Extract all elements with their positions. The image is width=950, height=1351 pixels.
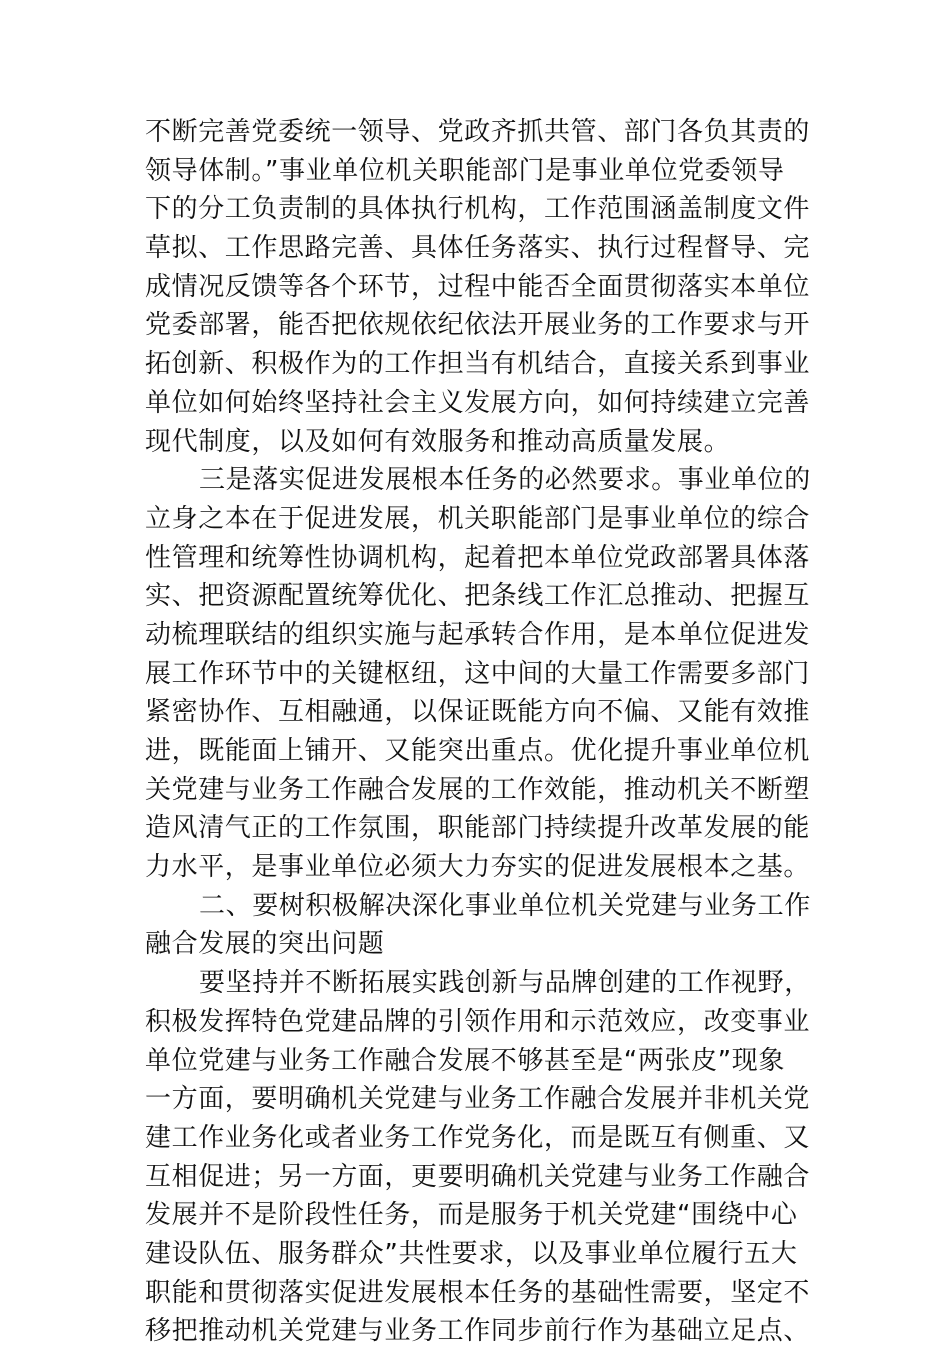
text-line: 发展并不是阶段性任务，而是服务于机关党建“围绕中心: [145, 1200, 798, 1231]
text-line: 不断完善党委统一领导、党政齐抓共管、部门各负其责的: [145, 117, 811, 147]
paragraph-first-line: 要坚持并不断拓展实践创新与品牌创建的工作视野，: [199, 968, 811, 999]
text-line: 性管理和统筹性协调机构，起着把本单位党政部署具体落: [145, 542, 811, 573]
text-line: 造风清气正的工作氛围，职能部门持续提升改革发展的能: [145, 813, 811, 844]
text-line: 紧密协作、互相融通，以保证既能方向不偏、又能有效推: [145, 697, 811, 728]
text-line: 一方面，要明确机关党建与业务工作融合发展并非机关党: [145, 1084, 811, 1115]
text-line: 动梳理联结的组织实施与起承转合作用，是本单位促进发: [145, 619, 811, 650]
text-line: 单位党建与业务工作融合发展不够甚至是“两张皮”现象: [145, 1045, 785, 1076]
text-line: 领导体制。”事业单位机关职能部门是事业单位党委领导: [145, 155, 785, 186]
text-line: 成情况反馈等各个环节，过程中能否全面贯彻落实本单位: [145, 271, 811, 302]
text-line: 拓创新、积极作为的工作担当有机结合，直接关系到事业: [145, 349, 811, 380]
text-line: 单位如何始终坚持社会主义发展方向，如何持续建立完善: [145, 387, 811, 418]
text-line: 互相促进；另一方面，更要明确机关党建与业务工作融合: [145, 1161, 811, 1192]
text-line: 现代制度，以及如何有效服务和推动高质量发展。: [145, 426, 731, 457]
text-line: 立身之本在于促进发展，机关职能部门是事业单位的综合: [145, 503, 811, 534]
text-line: 积极发挥特色党建品牌的引领作用和示范效应，改变事业: [145, 1006, 811, 1037]
paragraph-first-line: 三是落实促进发展根本任务的必然要求。事业单位的: [199, 465, 811, 496]
text-line: 移把推动机关党建与业务工作同步前行作为基础立足点、: [145, 1316, 811, 1347]
text-line: 展工作环节中的关键枢纽，这中间的大量工作需要多部门: [145, 658, 811, 689]
text-line: 实、把资源配置统筹优化、把条线工作汇总推动、把握互: [145, 581, 811, 612]
text-line: 下的分工负责制的具体执行机构，工作范围涵盖制度文件: [145, 194, 811, 225]
paragraph-first-line: 二、要树积极解决深化事业单位机关党建与业务工作: [199, 890, 811, 921]
text-line: 党委部署，能否把依规依纪依法开展业务的工作要求与开: [145, 310, 811, 341]
text-line: 关党建与业务工作融合发展的工作效能，推动机关不断塑: [145, 774, 811, 805]
text-line: 进，既能面上铺开、又能突出重点。优化提升事业单位机: [145, 736, 811, 766]
text-line: 职能和贯彻落实促进发展根本任务的基础性需要，坚定不: [145, 1277, 811, 1308]
text-line: 建工作业务化或者业务工作党务化，而是既互有侧重、又: [145, 1122, 811, 1153]
text-line: 建设队伍、服务群众”共性要求，以及事业单位履行五大: [145, 1238, 798, 1269]
text-line: 融合发展的突出问题: [145, 929, 385, 960]
body-text: [145, 113, 810, 1351]
text-line: 力水平，是事业单位必须大力夯实的促进发展根本之基。: [145, 852, 811, 883]
text-line: 草拟、工作思路完善、具体任务落实、执行过程督导、完: [145, 233, 811, 264]
